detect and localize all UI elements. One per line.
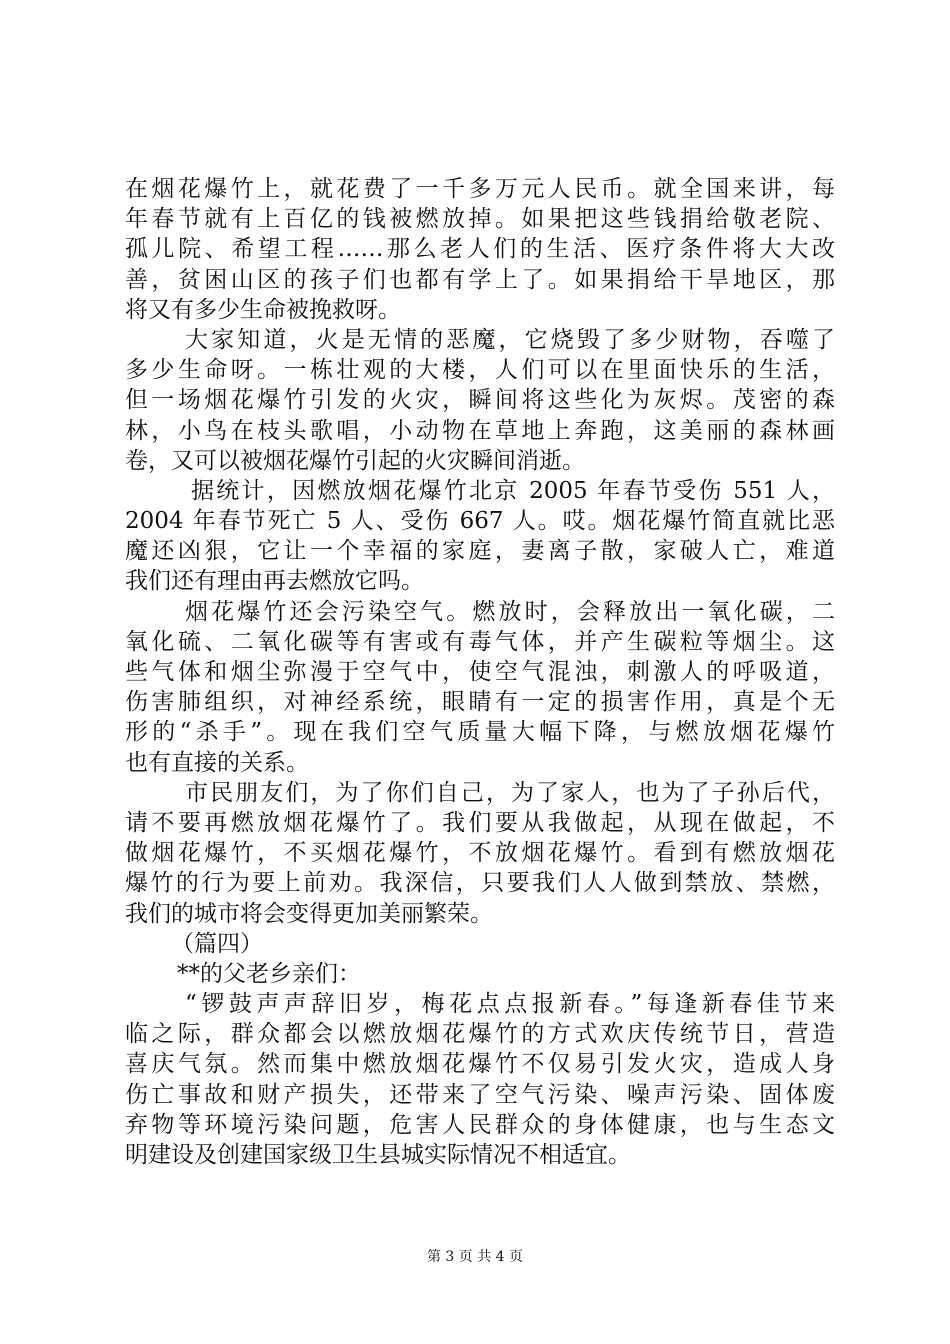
text-line: **的父老乡亲们： [177, 960, 361, 987]
text-line: 些气体和烟尘弥漫于空气中，使空气混浊，刺激人的呼吸道， [125, 659, 835, 685]
text-line: 请不要再燃放烟花爆竹了。我们要从我做起，从现在做起，不 [125, 809, 835, 836]
text-line: 大家知道，火是无情的恶魔，它烧毁了多少财物，吞噬了 [185, 326, 835, 353]
text-line: 氧化硫、二氧化碳等有害或有毒气体，并产生碳粒等烟尘。这 [125, 628, 835, 655]
text-line: 也有直接的关系。 [125, 749, 309, 776]
text-line: 据统计，因燃放烟花爆竹北京 2005 年春节受伤 551 人， [191, 477, 835, 504]
text-line: 伤亡事故和财产损失，还带来了空气污染、噪声污染、固体废 [125, 1081, 835, 1108]
text-line: 市民朋友们，为了你们自己，为了家人，也为了子孙后代， [185, 779, 835, 806]
text-line: “锣鼓声声辞旧岁，梅花点点报新春。”每逢新春佳节来 [185, 991, 835, 1018]
text-line: 临之际，群众都会以燃放烟花爆竹的方式欢庆传统节日，营造 [125, 1021, 835, 1048]
text-line: 但一场烟花爆竹引发的火灾，瞬间将这些化为灰烬。茂密的森 [125, 387, 835, 414]
text-line: 我们的城市将会变得更加美丽繁荣。 [125, 900, 493, 927]
text-line: 形的“杀手”。现在我们空气质量大幅下降，与燃放烟花爆竹 [125, 719, 835, 746]
text-line: 伤害肺组织，对神经系统，眼睛有一定的损害作用，真是个无 [125, 689, 835, 716]
text-line: 明建设及创建国家级卫生县城实际情况不相适宜。 [125, 1142, 631, 1168]
text-line: 喜庆气氛。然而集中燃放烟花爆竹不仅易引发火灾，造成人身 [125, 1051, 835, 1078]
text-line: 林，小鸟在枝头歌唱，小动物在草地上奔跑，这美丽的森林画 [125, 417, 835, 444]
text-line: 做烟花爆竹，不买烟花爆竹，不放烟花爆竹。看到有燃放烟花 [125, 840, 835, 867]
text-line: 魔还凶狠，它让一个幸福的家庭，妻离子散，家破人亡，难道 [125, 538, 835, 565]
page-footer: 第 3 页 共 4 页 [426, 1249, 524, 1265]
text-line: 弃物等环境污染问题，危害人民群众的身体健康，也与生态文 [125, 1111, 835, 1138]
text-line: 爆竹的行为要上前劝。我深信，只要我们人人做到禁放、禁燃， [125, 870, 835, 897]
text-line: 将又有多少生命被挽救呀。 [125, 296, 401, 323]
text-line: （篇四） [171, 930, 263, 957]
text-line: 卷，又可以被烟花爆竹引起的火灾瞬间消逝。 [125, 447, 585, 474]
text-line: 我们还有理由再去燃放它吗。 [125, 568, 424, 595]
text-line: 善，贫困山区的孩子们也都有学上了。如果捐给干旱地区，那 [125, 266, 835, 293]
text-line: 多少生命呀。一栋壮观的大楼，人们可以在里面快乐的生活， [125, 357, 835, 384]
text-line: 2004 年春节死亡 5 人、受伤 667 人。哎。烟花爆竹简直就比恶 [125, 508, 835, 535]
text-line: 年春节就有上百亿的钱被燃放掉。如果把这些钱捐给敬老院、 [125, 206, 835, 233]
text-line: 烟花爆竹还会污染空气。燃放时，会释放出一氧化碳，二 [185, 598, 835, 625]
document-body [125, 174, 835, 1170]
text-line: 孤儿院、希望工程……那么老人们的生活、医疗条件将大大改 [125, 236, 835, 263]
text-line: 在烟花爆竹上，就花费了一千多万元人民币。就全国来讲，每 [125, 176, 835, 202]
